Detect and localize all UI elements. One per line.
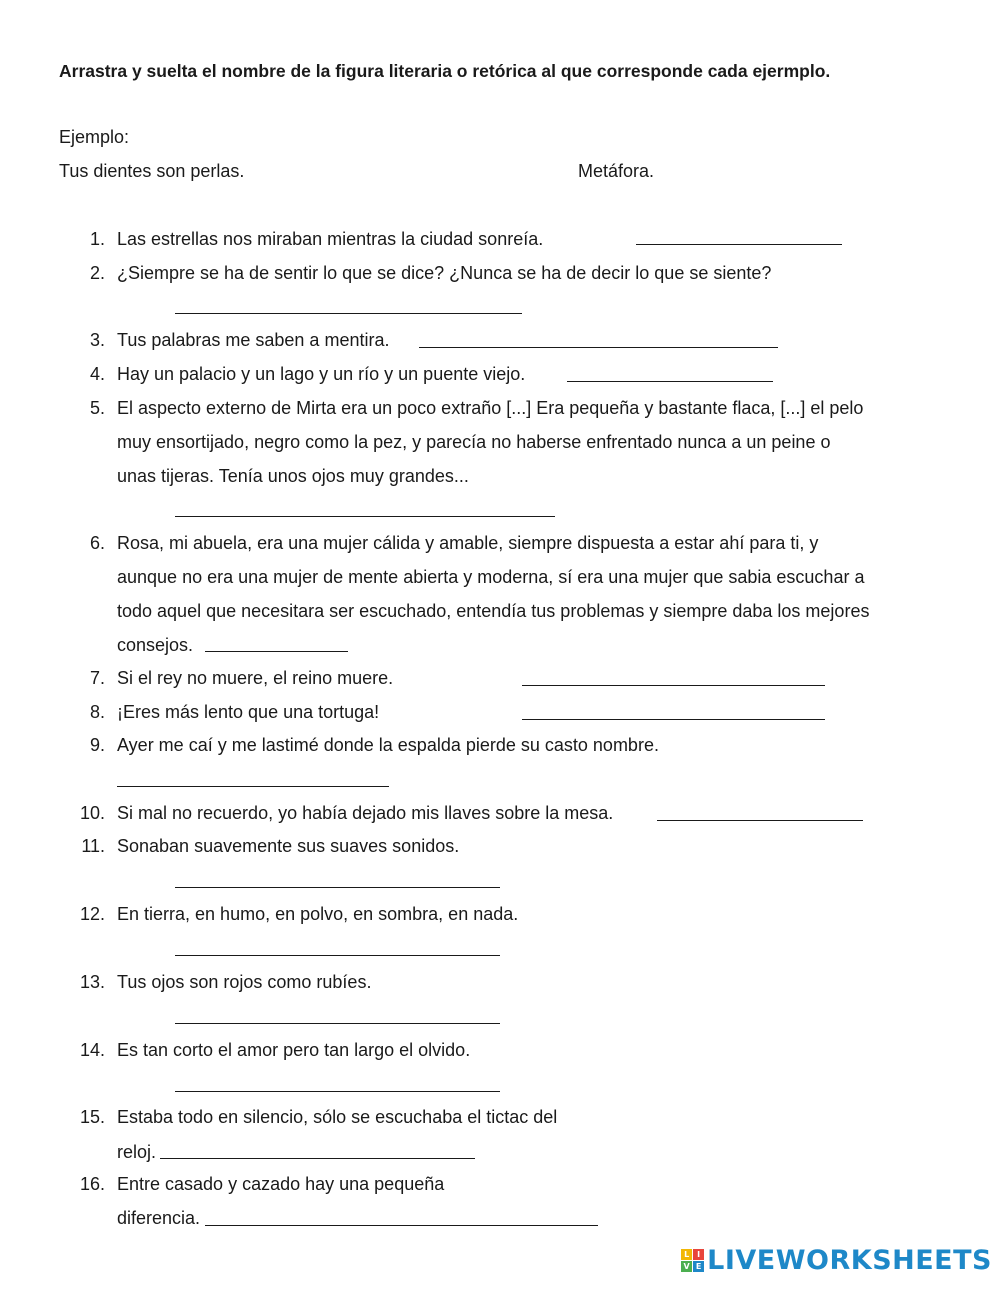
item-text: Es tan corto el amor pero tan largo el olvido. (117, 1040, 471, 1060)
item-text: Tus ojos son rojos como rubíes. (117, 972, 372, 992)
answer-blank-4[interactable] (567, 381, 773, 382)
item-text: aunque no era una mujer de mente abierta y moderna, sí era una mujer que sabia escuchar a (117, 567, 865, 587)
answer-blank-14[interactable] (175, 1091, 500, 1092)
item-text: Las estrellas nos miraban mientras la ciudad sonreía. (117, 229, 544, 249)
item-text: El aspecto externo de Mirta era un poco extraño [...] Era pequeña y bastante flaca, [...] el pelo (117, 398, 864, 418)
item-number: 7. (89, 668, 105, 688)
item-text: Hay un palacio y un lago y un río y un puente viejo. (117, 364, 526, 384)
item-number: 11. (81, 836, 105, 856)
item-number: 10. (79, 803, 105, 823)
example-sentence: Tus dientes son perlas. (59, 161, 245, 181)
answer-blank-1[interactable] (636, 244, 842, 245)
item-number: 5. (89, 398, 105, 418)
item-text: diferencia. (117, 1208, 201, 1228)
item-number: 6. (89, 533, 105, 553)
answer-blank-9[interactable] (117, 786, 389, 787)
item-number: 14. (79, 1040, 105, 1060)
item-text: Si el rey no muere, el reino muere. (117, 668, 394, 688)
item-number: 15. (79, 1107, 105, 1127)
instruction-text: Arrastra y suelta el nombre de la figura literaria o retórica al que corresponde cada ejermplo. (59, 61, 831, 81)
item-number: 8. (89, 702, 105, 722)
item-text: Rosa, mi abuela, era una mujer cálida y amable, siempre dispuesta a estar ahí para ti, y (117, 533, 819, 553)
item-text: ¿Siempre se ha de sentir lo que se dice? ¿Nunca se ha de decir lo que se siente? (117, 263, 772, 283)
item-text: Sonaban suavemente sus suaves sonidos. (117, 836, 460, 856)
item-text: Ayer me caí y me lastimé donde la espalda pierde su casto nombre. (117, 735, 659, 755)
answer-blank-5[interactable] (175, 516, 555, 517)
item-text: En tierra, en humo, en polvo, en sombra, en nada. (117, 904, 519, 924)
item-text: todo aquel que necesitara ser escuchado, entendía tus problemas y siempre daba los mejores (117, 601, 870, 621)
answer-blank-16[interactable] (205, 1225, 598, 1226)
example-answer: Metáfora. (578, 161, 655, 181)
liveworksheets-footer (681, 1243, 992, 1277)
example-label: Ejemplo: (59, 127, 130, 147)
answer-blank-6[interactable] (205, 651, 348, 652)
liveworksheets-brand: LIVEWORKSHEETS (707, 1244, 992, 1276)
answer-blank-7[interactable] (522, 685, 825, 686)
item-number: 1. (89, 229, 105, 249)
item-text: Estaba todo en silencio, sólo se escuchaba el tictac del (117, 1107, 558, 1127)
item-text: reloj. (117, 1142, 157, 1162)
item-text: Si mal no recuerdo, yo había dejado mis llaves sobre la mesa. (117, 803, 614, 823)
item-text: consejos. (117, 635, 194, 655)
answer-blank-10[interactable] (657, 820, 863, 821)
answer-blank-11[interactable] (175, 887, 500, 888)
item-text: unas tijeras. Tenía unos ojos muy grandes... (117, 466, 469, 486)
item-number: 4. (89, 364, 105, 384)
item-text: Entre casado y cazado hay una pequeña (117, 1174, 445, 1194)
liveworksheets-logo-icon: L I V E (681, 1249, 704, 1272)
item-text: Tus palabras me saben a mentira. (117, 330, 390, 350)
item-number: 9. (89, 735, 105, 755)
item-text: ¡Eres más lento que una tortuga! (117, 702, 380, 722)
item-number: 12. (79, 904, 105, 924)
item-text: muy ensortijado, negro como la pez, y parecía no haberse enfrentado nunca a un peine o (117, 432, 831, 452)
answer-blank-3[interactable] (419, 347, 778, 348)
answer-blank-2[interactable] (175, 313, 522, 314)
answer-blank-13[interactable] (175, 1023, 500, 1024)
answer-blank-15[interactable] (160, 1158, 475, 1159)
answer-blank-8[interactable] (522, 719, 825, 720)
item-number: 16. (79, 1174, 105, 1194)
answer-blank-12[interactable] (175, 955, 500, 956)
item-number: 3. (89, 330, 105, 350)
item-number: 2. (89, 263, 105, 283)
item-number: 13. (79, 972, 105, 992)
